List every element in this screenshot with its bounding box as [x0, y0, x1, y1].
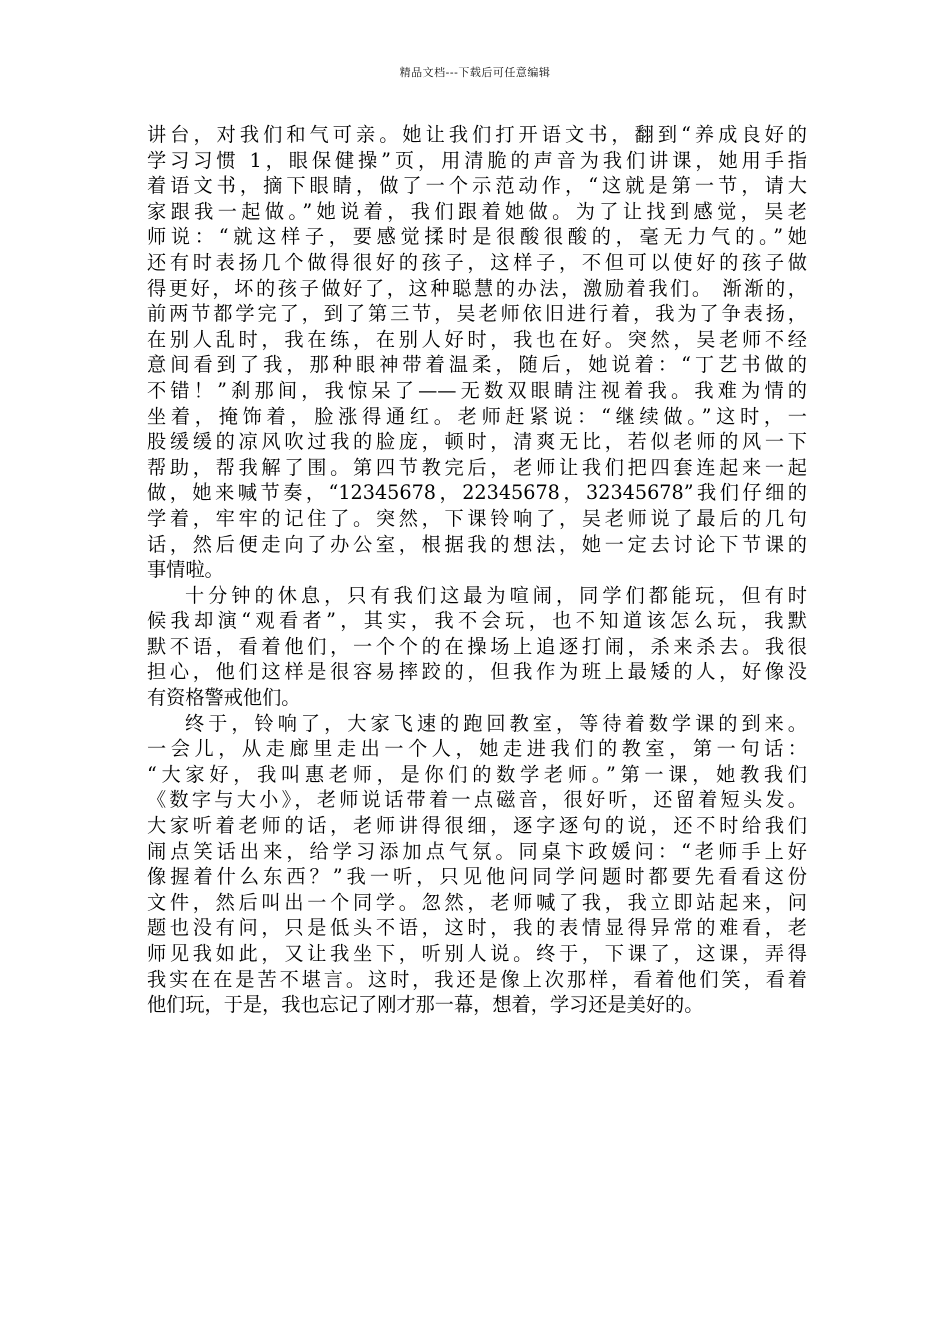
text-line: 不错！”刹那间，我惊呆了——无数双眼睛注视着我。我难为情的: [147, 378, 807, 402]
text-line: 意间看到了我，那种眼神带着温柔，随后，她说着：“丁艺书做的: [147, 353, 807, 377]
text-line: 文件，然后叫出一个同学。忽然，老师喊了我，我立即站起来，问: [147, 890, 807, 914]
text-line: 事情啦。: [147, 558, 224, 582]
page-header: 精品文档---下载后可任意编辑: [399, 66, 551, 79]
text-line: 有资格警戒他们。: [147, 686, 301, 710]
text-line: 股缓缓的凉风吹过我的脸庞，顿时，清爽无比，若似老师的风一下: [147, 430, 807, 454]
text-line: 候我却演“观看者”，其实，我不会玩，也不知道该怎么玩，我默: [147, 609, 807, 633]
text-line: 着语文书，摘下眼睛，做了一个示范动作，“这就是第一节，请大: [147, 174, 807, 198]
text-line: 师说：“就这样子，要感觉揉时是很酸很酸的，毫无力气的。”她: [147, 225, 807, 249]
text-line: 做，她来喊节奏，“12345678，22345678，32345678”我们仔细的: [147, 481, 807, 505]
text-line: 师见我如此，又让我坐下，听别人说。终于，下课了，这课，弄得: [147, 942, 807, 965]
text-line: 在别人乱时，我在练，在别人好时，我也在好。突然，吴老师不经: [147, 327, 807, 351]
paragraph-2: [147, 583, 807, 711]
text-line: 家跟我一起做。”她说着，我们跟着她做。为了让找到感觉，吴老: [147, 199, 807, 223]
text-line: 学着，牢牢的记住了。突然，下课铃响了，吴老师说了最后的几句: [147, 506, 807, 530]
text-line: 他们玩，于是，我也忘记了刚才那一幕，想着，学习还是美好的。: [147, 993, 704, 1017]
text-line: 坐着，掩饰着，脸涨得通红。老师赶紧说：“继续做。”这时，一: [147, 404, 807, 428]
text-line: 像握着什么东西？”我一听，只见他问同学问题时都要先看看这份: [147, 865, 807, 889]
paragraph-1: [147, 122, 807, 583]
text-line: 十分钟的休息，只有我们这最为喧闹，同学们都能玩，但有时: [185, 583, 807, 607]
text-line: 帮助，帮我解了围。第四节教完后，老师让我们把四套连起来一起: [147, 455, 807, 479]
text-line: 终于，铃响了，大家飞速的跑回教室，等待着数学课的到来。: [185, 711, 807, 735]
text-line: 讲台，对我们和气可亲。她让我们打开语文书，翻到“养成良好的: [147, 123, 807, 146]
text-line: 一会儿，从走廊里走出一个人，她走进我们的教室，第一句话：: [147, 737, 807, 761]
text-line: 担心，他们这样是很容易摔跤的，但我作为班上最矮的人，好像没: [147, 660, 807, 684]
text-line: “大家好，我叫惠老师，是你们的数学老师。”第一课，她教我们: [147, 762, 807, 786]
text-line: 话，然后便走向了办公室，根据我的想法，她一定去讨论下节课的: [147, 532, 807, 556]
text-line: 大家听着老师的话，老师讲得很细，逐字逐句的说，还不时给我们: [147, 814, 807, 838]
paragraph-3: [147, 711, 807, 1018]
text-line: 学习习惯 1，眼保健操”页，用清脆的声音为我们讲课，她用手指: [147, 148, 807, 172]
text-line: 我实在在是苦不堪言。这时，我还是像上次那样，看着他们笑，看着: [147, 967, 807, 991]
document-body: [147, 122, 807, 1018]
text-line: 还有时表扬几个做得很好的孩子，这样子，不但可以使好的孩子做: [147, 250, 807, 274]
text-line: 前两节都学完了，到了第三节，吴老师依旧进行着，我为了争表扬，: [147, 302, 807, 326]
text-line: 闹点笑话出来，给学习添加点气氛。同桌卞政媛问：“老师手上好: [147, 839, 807, 863]
text-line: 题也没有问，只是低头不语，这时，我的表情显得异常的难看，老: [147, 916, 807, 940]
text-line: 《数字与大小》，老师说话带着一点磁音，很好听，还留着短头发。: [147, 788, 807, 812]
text-line: 默不语，看着他们，一个个的在操场上追逐打闹，杀来杀去。我很: [147, 634, 807, 658]
text-line: 得更好，坏的孩子做好了，这种聪慧的办法，激励着我们。 渐渐的，: [147, 276, 807, 300]
